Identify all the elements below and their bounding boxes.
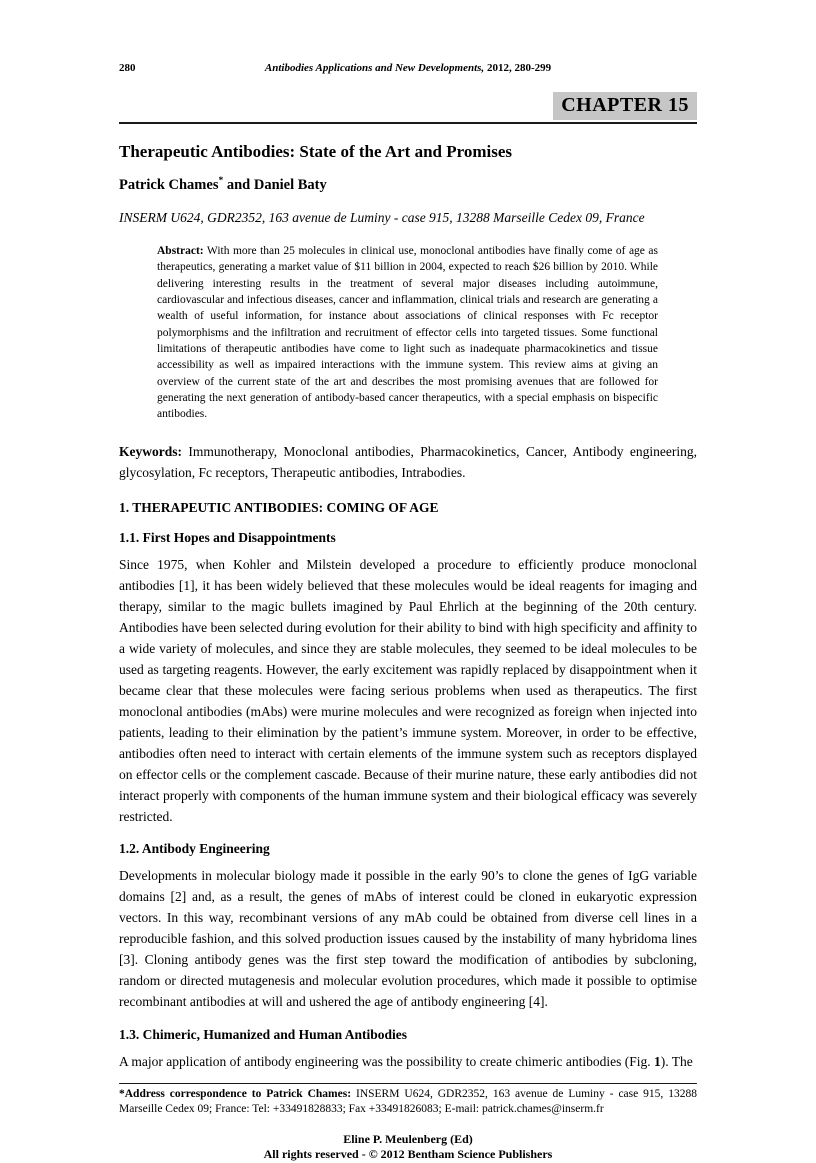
journal-citation-detail: 2012, 280-299: [484, 62, 552, 74]
keywords-text: Immunotherapy, Monoclonal antibodies, Pharmacokinetics, Cancer, Antibody engineering, glycosylation, Fc receptors, Therapeutic antibodies, Intrabodies.: [119, 443, 697, 480]
article-title: Therapeutic Antibodies: State of the Art and Promises: [119, 142, 513, 161]
figure-1-reference: 1: [654, 1053, 661, 1069]
abstract-block: [157, 243, 658, 423]
footer-editor: Eline P. Meulenberg (Ed): [343, 1131, 473, 1146]
footnote-text: INSERM U624, GDR2352, 163 avenue de Luminy - case 915, 13288 Marseille Cedex 09; France: Tel: +33491828833; Fax +33491826083; E-mail: patrick.chames@inserm.fr: [119, 1087, 697, 1116]
page-footer: [119, 1132, 697, 1163]
section-1-heading: 1. THERAPEUTIC ANTIBODIES: COMING OF AGE: [119, 500, 439, 516]
section-1-3-paragraph: [119, 1052, 697, 1073]
journal-reference: [119, 62, 697, 74]
page-number: 280: [119, 62, 136, 74]
keywords-block: [119, 442, 697, 484]
footnote-divider: [119, 1083, 697, 1084]
journal-title: Antibodies Applications and New Developments,: [264, 62, 485, 74]
footer-rights: All rights reserved - © 2012 Bentham Science Publishers: [263, 1147, 553, 1162]
section-1-1-paragraph: Since 1975, when Kohler and Milstein developed a procedure to efficiently produce monoclonal antibodies [1], it has been widely believed that these molecules would be ideal reagents for imaging and therapy, similar to the magic bullets imagined by Paul Ehrlich at the beginning of the 20th century. Antibodies have been selected during evolution for their ability to bind with high specificity and affinity to a wide variety of molecules, and since they are stable molecules, they seemed to be ideal molecules to be used as targeting reagents. However, the early excitement was rapidly replaced by disappointment when it became clear that these molecules were facing serious problems when used as therapeutics. The first monoclonal antibodies (mAbs) were murine molecules and were recognized as foreign when injected into patients, leading to their elimination by the patient’s immune system. Moreover, in order to be effective, antibodies often need to interact with certain elements of the immune system such as receptors displayed on effector cells or the complement cascade. Because of their murine nature, these early antibodies did not interact properly with components of the human immune system and their biological efficacy was severely restricted.: [119, 557, 697, 824]
section-1-2-heading: 1.2. Antibody Engineering: [119, 841, 270, 857]
chapter-badge: CHAPTER 15: [553, 92, 697, 120]
header-divider: [119, 122, 697, 124]
section-1-3-text-post: ). The: [660, 1053, 693, 1069]
section-1-1-heading: 1.1. First Hopes and Disappointments: [119, 530, 336, 546]
abstract-text: With more than 25 molecules in clinical use, monoclonal antibodies have finally come of age as therapeutics, generating a market value of $11 billion in 2004, expected to reach $26 billion by 2010. While delivering interesting results in the treatment of several major diseases including autoimmune, cardiovascular and infectious diseases, cancer and inflammation, clinical trials and research are generating a wealth of useful information, for instance about associations of clinical responses with Fc receptor polymorphisms and the infiltration and recruitment of effector cells into targeted tissues. Some functional limitations of therapeutic antibodies have come to light such as inadequate pharmacokinetics and tissue accessibility as well as impaired interactions with the immune system. This review aims at giving an overview of the current state of the art and describes the most promising avenues that are followed for generating the next generation of antibody-based cancer therapeutics, with a special emphasis on bispecific antibodies.: [157, 245, 658, 421]
correspondence-marker: *: [218, 176, 224, 187]
correspondence-footnote: [119, 1087, 697, 1118]
footnote-label: *Address correspondence to Patrick Chames:: [119, 1087, 352, 1100]
section-1-3-text-pre: A major application of antibody engineering was the possibility to create chimeric antibodies (Fig.: [119, 1053, 654, 1069]
keywords-label: Keywords:: [119, 443, 182, 459]
chapter-row: [119, 92, 697, 120]
section-1-2-paragraph: Developments in molecular biology made it possible in the early 90’s to clone the genes of IgG variable domains [2] and, as a result, the genes of mAbs of interest could be cloned in eukaryotic expression vectors. In this way, recombinant versions of any mAb could be obtained from diverse cell lines in a reproducible fashion, and this solved production issues caused by the instability of many hybridoma lines [3]. Cloning antibody genes was the first step toward the modification of antibodies by subcloning, random or directed mutagenesis and molecular evolution procedures, which made it possible to optimise recombinant antibodies at will and ushered the age of antibody engineering [4].: [119, 868, 697, 1009]
authors-line: [119, 177, 697, 194]
affiliation: INSERM U624, GDR2352, 163 avenue de Luminy - case 915, 13288 Marseille Cedex 09, France: [119, 210, 645, 225]
abstract-label: Abstract:: [157, 245, 204, 257]
section-1-3-heading: 1.3. Chimeric, Humanized and Human Antibodies: [119, 1026, 408, 1042]
author-first: Patrick Chames: [119, 177, 219, 193]
running-header: [119, 62, 697, 77]
author-rest: and Daniel Baty: [223, 177, 327, 193]
